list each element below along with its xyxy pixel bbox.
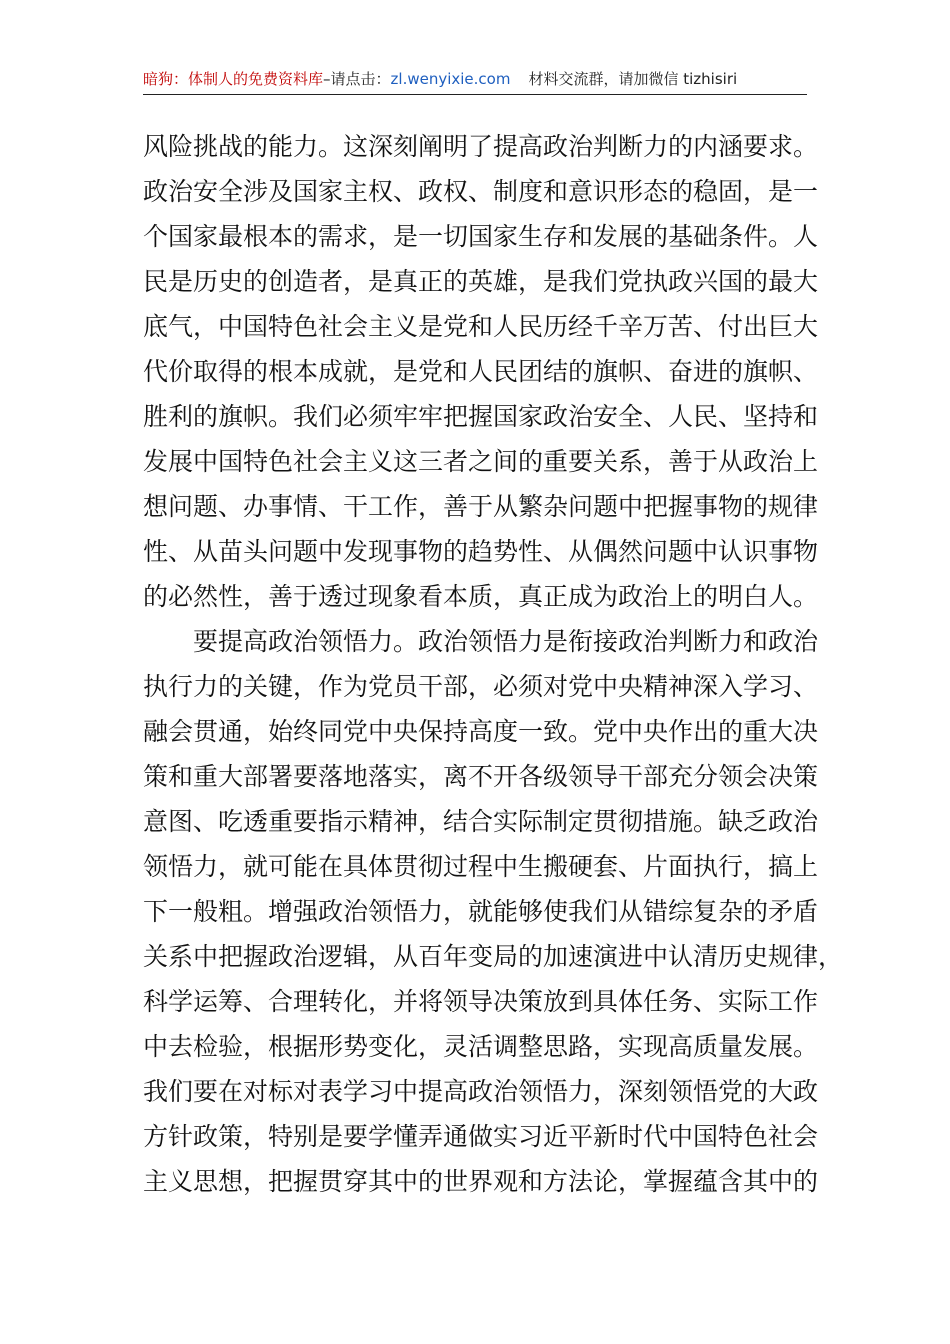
header-click-prompt: –请点击： <box>323 70 391 88</box>
text-line: 发展中国特色社会主义这三者之间的重要关系，善于从政治上 <box>143 447 819 476</box>
text-line: 政治安全涉及国家主权、政权、制度和意识形态的稳固，是一 <box>143 177 819 206</box>
text-line: 的必然性，善于透过现象看本质，真正成为政治上的明白人。 <box>143 582 819 611</box>
text-line: 方针政策，特别是要学懂弄通做实习近平新时代中国特色社会 <box>143 1122 819 1151</box>
paragraph-first-line: 要提高政治领悟力。政治领悟力是衔接政治判断力和政治 <box>193 627 819 656</box>
text-line: 下一般粗。增强政治领悟力，就能够使我们从错综复杂的矛盾 <box>143 897 819 926</box>
text-line: 执行力的关键，作为党员干部，必须对党中央精神深入学习、 <box>143 672 819 701</box>
text-line: 中去检验，根据形势变化，灵活调整思路，实现高质量发展。 <box>143 1032 819 1061</box>
header-wechat-note: 材料交流群，请加微信 tizhisiri <box>528 70 738 88</box>
page-header <box>143 64 807 95</box>
text-line: 科学运筹、合理转化，并将领导决策放到具体任务、实际工作 <box>143 987 819 1016</box>
text-line: 关系中把握政治逻辑，从百年变局的加速演进中认清历史规律， <box>143 942 844 971</box>
text-line: 胜利的旗帜。我们必须牢牢把握国家政治安全、人民、坚持和 <box>143 402 819 431</box>
text-line: 意图、吃透重要指示精神，结合实际制定贯彻措施。缺乏政治 <box>143 807 819 836</box>
text-line: 策和重大部署要落地落实，离不开各级领导干部充分领会决策 <box>143 762 819 791</box>
text-line: 底气，中国特色社会主义是党和人民历经千辛万苦、付出巨大 <box>143 312 819 341</box>
text-line: 民是历史的创造者，是真正的英雄，是我们党执政兴国的最大 <box>143 267 819 296</box>
text-line: 主义思想，把握贯穿其中的世界观和方法论，掌握蕴含其中的 <box>143 1167 819 1196</box>
header-brand: 暗狗：体制人的免费资料库 <box>143 70 324 88</box>
text-line: 想问题、办事情、干工作，善于从繁杂问题中把握事物的规律 <box>143 492 819 521</box>
text-line: 领悟力，就可能在具体贯彻过程中生搬硬套、片面执行，搞上 <box>143 852 819 881</box>
header-link[interactable]: zl.wenyixie.com <box>390 70 511 88</box>
document-body <box>143 124 844 1204</box>
text-line: 我们要在对标对表学习中提高政治领悟力，深刻领悟党的大政 <box>143 1077 819 1106</box>
text-line: 性、从苗头问题中发现事物的趋势性、从偶然问题中认识事物 <box>143 537 819 566</box>
text-line: 风险挑战的能力。这深刻阐明了提高政治判断力的内涵要求。 <box>143 132 819 161</box>
text-line: 融会贯通，始终同党中央保持高度一致。党中央作出的重大决 <box>143 717 819 746</box>
text-line: 个国家最根本的需求，是一切国家生存和发展的基础条件。人 <box>143 222 819 251</box>
text-line: 代价取得的根本成就，是党和人民团结的旗帜、奋进的旗帜、 <box>143 357 819 386</box>
